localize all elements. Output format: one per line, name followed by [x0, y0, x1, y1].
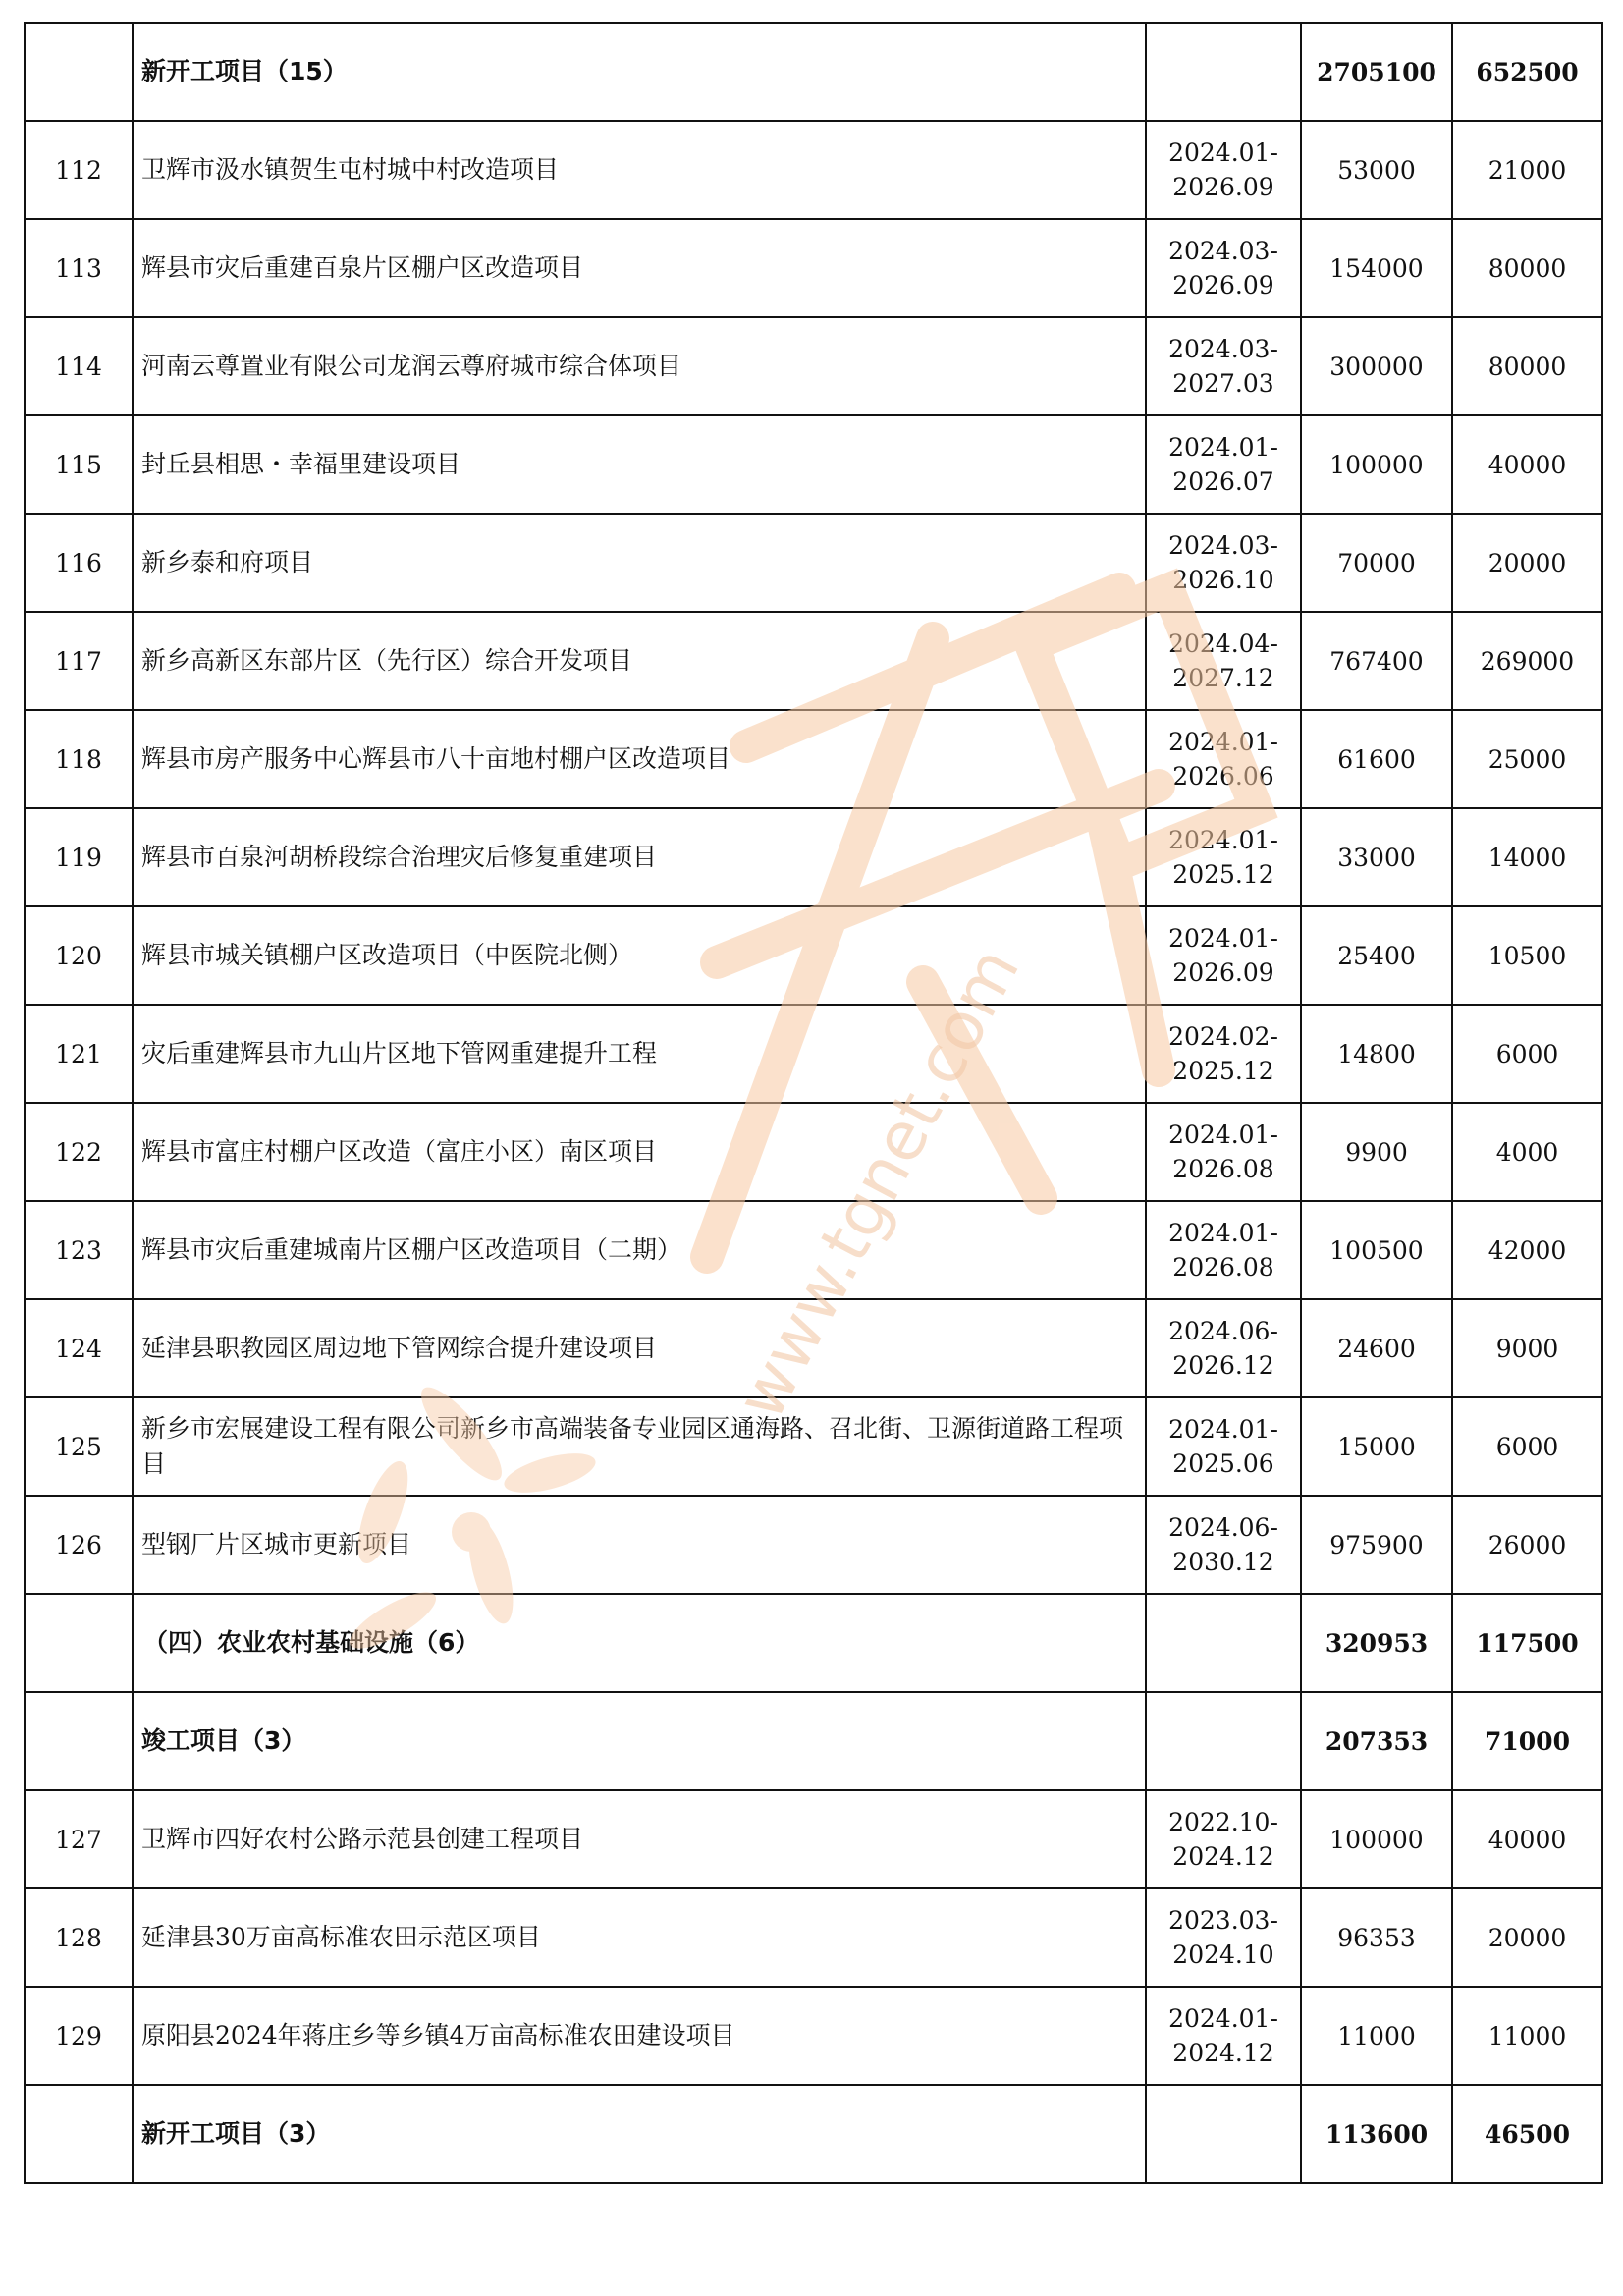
project-name: 辉县市灾后重建百泉片区棚户区改造项目 — [133, 219, 1146, 317]
table-row — [25, 121, 1602, 219]
project-table — [24, 22, 1603, 2184]
period-start: 2024.01- — [1168, 433, 1278, 462]
period-end: 2026.12 — [1172, 1351, 1274, 1380]
table-row — [25, 1103, 1602, 1201]
row-number: 114 — [25, 317, 133, 415]
annual-investment: 20000 — [1452, 1888, 1602, 1987]
project-name: 河南云尊置业有限公司龙润云尊府城市综合体项目 — [133, 317, 1146, 415]
total-investment: 113600 — [1301, 2085, 1452, 2183]
period-end: 2024.12 — [1172, 2039, 1274, 2067]
period-end: 2024.10 — [1172, 1941, 1274, 1969]
annual-investment: 20000 — [1452, 514, 1602, 612]
total-investment: 207353 — [1301, 1692, 1452, 1790]
row-number: 129 — [25, 1987, 133, 2085]
project-period — [1146, 1299, 1301, 1397]
total-investment: 96353 — [1301, 1888, 1452, 1987]
total-investment: 320953 — [1301, 1594, 1452, 1692]
row-number: 126 — [25, 1496, 133, 1594]
period-end: 2027.12 — [1172, 664, 1274, 692]
project-name: 辉县市灾后重建城南片区棚户区改造项目（二期） — [133, 1201, 1146, 1299]
annual-investment: 25000 — [1452, 710, 1602, 808]
period-start: 2024.02- — [1168, 1022, 1278, 1051]
total-investment: 15000 — [1301, 1397, 1452, 1496]
annual-investment: 652500 — [1452, 23, 1602, 121]
period-end: 2026.10 — [1172, 566, 1274, 594]
project-name: 辉县市富庄村棚户区改造（富庄小区）南区项目 — [133, 1103, 1146, 1201]
period-start: 2024.01- — [1168, 1415, 1278, 1444]
row-number: 117 — [25, 612, 133, 710]
project-name: 型钢厂片区城市更新项目 — [133, 1496, 1146, 1594]
project-period — [1146, 1397, 1301, 1496]
project-period — [1146, 1201, 1301, 1299]
annual-investment: 269000 — [1452, 612, 1602, 710]
period-end: 2025.06 — [1172, 1449, 1274, 1478]
period-start: 2024.01- — [1168, 138, 1278, 167]
table-row — [25, 1888, 1602, 1987]
table-row — [25, 219, 1602, 317]
project-name: 竣工项目（3） — [133, 1692, 1146, 1790]
project-period — [1146, 514, 1301, 612]
annual-investment: 6000 — [1452, 1005, 1602, 1103]
project-name: 延津县职教园区周边地下管网综合提升建设项目 — [133, 1299, 1146, 1397]
row-number: 116 — [25, 514, 133, 612]
project-period — [1146, 219, 1301, 317]
period-end: 2026.08 — [1172, 1253, 1274, 1282]
project-period — [1146, 906, 1301, 1005]
row-number: 113 — [25, 219, 133, 317]
total-investment: 9900 — [1301, 1103, 1452, 1201]
project-period — [1146, 1987, 1301, 2085]
table-row — [25, 415, 1602, 514]
total-investment: 14800 — [1301, 1005, 1452, 1103]
total-investment: 154000 — [1301, 219, 1452, 317]
annual-investment: 26000 — [1452, 1496, 1602, 1594]
project-name: 新乡泰和府项目 — [133, 514, 1146, 612]
period-end: 2025.12 — [1172, 860, 1274, 889]
annual-investment: 46500 — [1452, 2085, 1602, 2183]
table-row — [25, 1005, 1602, 1103]
period-start: 2024.03- — [1168, 335, 1278, 363]
project-period — [1146, 317, 1301, 415]
project-name: 新乡高新区东部片区（先行区）综合开发项目 — [133, 612, 1146, 710]
project-name: 灾后重建辉县市九山片区地下管网重建提升工程 — [133, 1005, 1146, 1103]
project-period — [1146, 1692, 1301, 1790]
annual-investment: 6000 — [1452, 1397, 1602, 1496]
total-investment: 300000 — [1301, 317, 1452, 415]
project-period — [1146, 2085, 1301, 2183]
annual-investment: 117500 — [1452, 1594, 1602, 1692]
table-row — [25, 710, 1602, 808]
total-investment: 61600 — [1301, 710, 1452, 808]
table-row — [25, 514, 1602, 612]
group-row — [25, 1692, 1602, 1790]
period-start: 2024.03- — [1168, 237, 1278, 265]
total-investment: 975900 — [1301, 1496, 1452, 1594]
period-start: 2024.01- — [1168, 924, 1278, 953]
row-number: 119 — [25, 808, 133, 906]
total-investment: 53000 — [1301, 121, 1452, 219]
table-row — [25, 317, 1602, 415]
period-end: 2026.08 — [1172, 1155, 1274, 1183]
row-number: 112 — [25, 121, 133, 219]
total-investment: 25400 — [1301, 906, 1452, 1005]
project-period — [1146, 1496, 1301, 1594]
group-row — [25, 2085, 1602, 2183]
row-number: 123 — [25, 1201, 133, 1299]
period-end: 2026.09 — [1172, 958, 1274, 987]
total-investment: 100000 — [1301, 1790, 1452, 1888]
project-name: 封丘县相思・幸福里建设项目 — [133, 415, 1146, 514]
project-name: 辉县市百泉河胡桥段综合治理灾后修复重建项目 — [133, 808, 1146, 906]
period-end: 2026.07 — [1172, 467, 1274, 496]
total-investment: 70000 — [1301, 514, 1452, 612]
project-name: 新乡市宏展建设工程有限公司新乡市高端装备专业园区通海路、召北街、卫源街道路工程项目 — [133, 1397, 1146, 1496]
period-start: 2022.10- — [1168, 1808, 1278, 1836]
row-number: 125 — [25, 1397, 133, 1496]
total-investment: 767400 — [1301, 612, 1452, 710]
period-end: 2030.12 — [1172, 1548, 1274, 1576]
table-row — [25, 1496, 1602, 1594]
table-row — [25, 612, 1602, 710]
project-name: 原阳县2024年蒋庄乡等乡镇4万亩高标准农田建设项目 — [133, 1987, 1146, 2085]
period-start: 2024.01- — [1168, 728, 1278, 756]
period-start: 2024.06- — [1168, 1513, 1278, 1542]
period-end: 2024.12 — [1172, 1842, 1274, 1871]
row-number: 120 — [25, 906, 133, 1005]
annual-investment: 11000 — [1452, 1987, 1602, 2085]
project-period — [1146, 1888, 1301, 1987]
row-number — [25, 23, 133, 121]
row-number: 115 — [25, 415, 133, 514]
annual-investment: 80000 — [1452, 317, 1602, 415]
row-number — [25, 1692, 133, 1790]
total-investment: 11000 — [1301, 1987, 1452, 2085]
period-end: 2026.06 — [1172, 762, 1274, 791]
project-period — [1146, 1005, 1301, 1103]
table-row — [25, 1987, 1602, 2085]
total-investment: 33000 — [1301, 808, 1452, 906]
table-row — [25, 1790, 1602, 1888]
project-period — [1146, 415, 1301, 514]
period-start: 2024.04- — [1168, 629, 1278, 658]
total-investment: 24600 — [1301, 1299, 1452, 1397]
period-start: 2024.01- — [1168, 1219, 1278, 1247]
row-number: 121 — [25, 1005, 133, 1103]
total-investment: 100000 — [1301, 415, 1452, 514]
total-investment: 2705100 — [1301, 23, 1452, 121]
period-end: 2027.03 — [1172, 369, 1274, 398]
project-period — [1146, 808, 1301, 906]
annual-investment: 42000 — [1452, 1201, 1602, 1299]
period-end: 2026.09 — [1172, 271, 1274, 300]
project-period — [1146, 1594, 1301, 1692]
project-name: （四）农业农村基础设施（6） — [133, 1594, 1146, 1692]
row-number: 124 — [25, 1299, 133, 1397]
project-period — [1146, 23, 1301, 121]
project-name: 辉县市城关镇棚户区改造项目（中医院北侧） — [133, 906, 1146, 1005]
row-number: 122 — [25, 1103, 133, 1201]
row-number: 118 — [25, 710, 133, 808]
row-number: 127 — [25, 1790, 133, 1888]
period-start: 2024.01- — [1168, 2004, 1278, 2033]
row-number: 128 — [25, 1888, 133, 1987]
project-name: 卫辉市四好农村公路示范县创建工程项目 — [133, 1790, 1146, 1888]
period-end: 2025.12 — [1172, 1057, 1274, 1085]
project-period — [1146, 612, 1301, 710]
period-start: 2024.06- — [1168, 1317, 1278, 1345]
group-row — [25, 1594, 1602, 1692]
table-row — [25, 1201, 1602, 1299]
period-start: 2024.03- — [1168, 531, 1278, 560]
table-row — [25, 906, 1602, 1005]
table-row — [25, 1299, 1602, 1397]
row-number — [25, 1594, 133, 1692]
project-period — [1146, 121, 1301, 219]
project-name: 辉县市房产服务中心辉县市八十亩地村棚户区改造项目 — [133, 710, 1146, 808]
period-start: 2024.01- — [1168, 826, 1278, 854]
project-name: 延津县30万亩高标准农田示范区项目 — [133, 1888, 1146, 1987]
period-start: 2023.03- — [1168, 1906, 1278, 1935]
project-name: 新开工项目（15） — [133, 23, 1146, 121]
project-period — [1146, 710, 1301, 808]
project-name: 新开工项目（3） — [133, 2085, 1146, 2183]
project-period — [1146, 1790, 1301, 1888]
watermark-url: www.tgnet.com — [722, 935, 1036, 1432]
project-period — [1146, 1103, 1301, 1201]
annual-investment: 14000 — [1452, 808, 1602, 906]
table-row — [25, 1397, 1602, 1496]
project-table-body — [25, 23, 1602, 2183]
row-number — [25, 2085, 133, 2183]
period-start: 2024.01- — [1168, 1121, 1278, 1149]
annual-investment: 4000 — [1452, 1103, 1602, 1201]
period-end: 2026.09 — [1172, 173, 1274, 201]
annual-investment: 40000 — [1452, 1790, 1602, 1888]
annual-investment: 40000 — [1452, 415, 1602, 514]
total-investment: 100500 — [1301, 1201, 1452, 1299]
group-row — [25, 23, 1602, 121]
project-name: 卫辉市汲水镇贺生屯村城中村改造项目 — [133, 121, 1146, 219]
annual-investment: 21000 — [1452, 121, 1602, 219]
annual-investment: 71000 — [1452, 1692, 1602, 1790]
annual-investment: 80000 — [1452, 219, 1602, 317]
table-row — [25, 808, 1602, 906]
annual-investment: 9000 — [1452, 1299, 1602, 1397]
annual-investment: 10500 — [1452, 906, 1602, 1005]
